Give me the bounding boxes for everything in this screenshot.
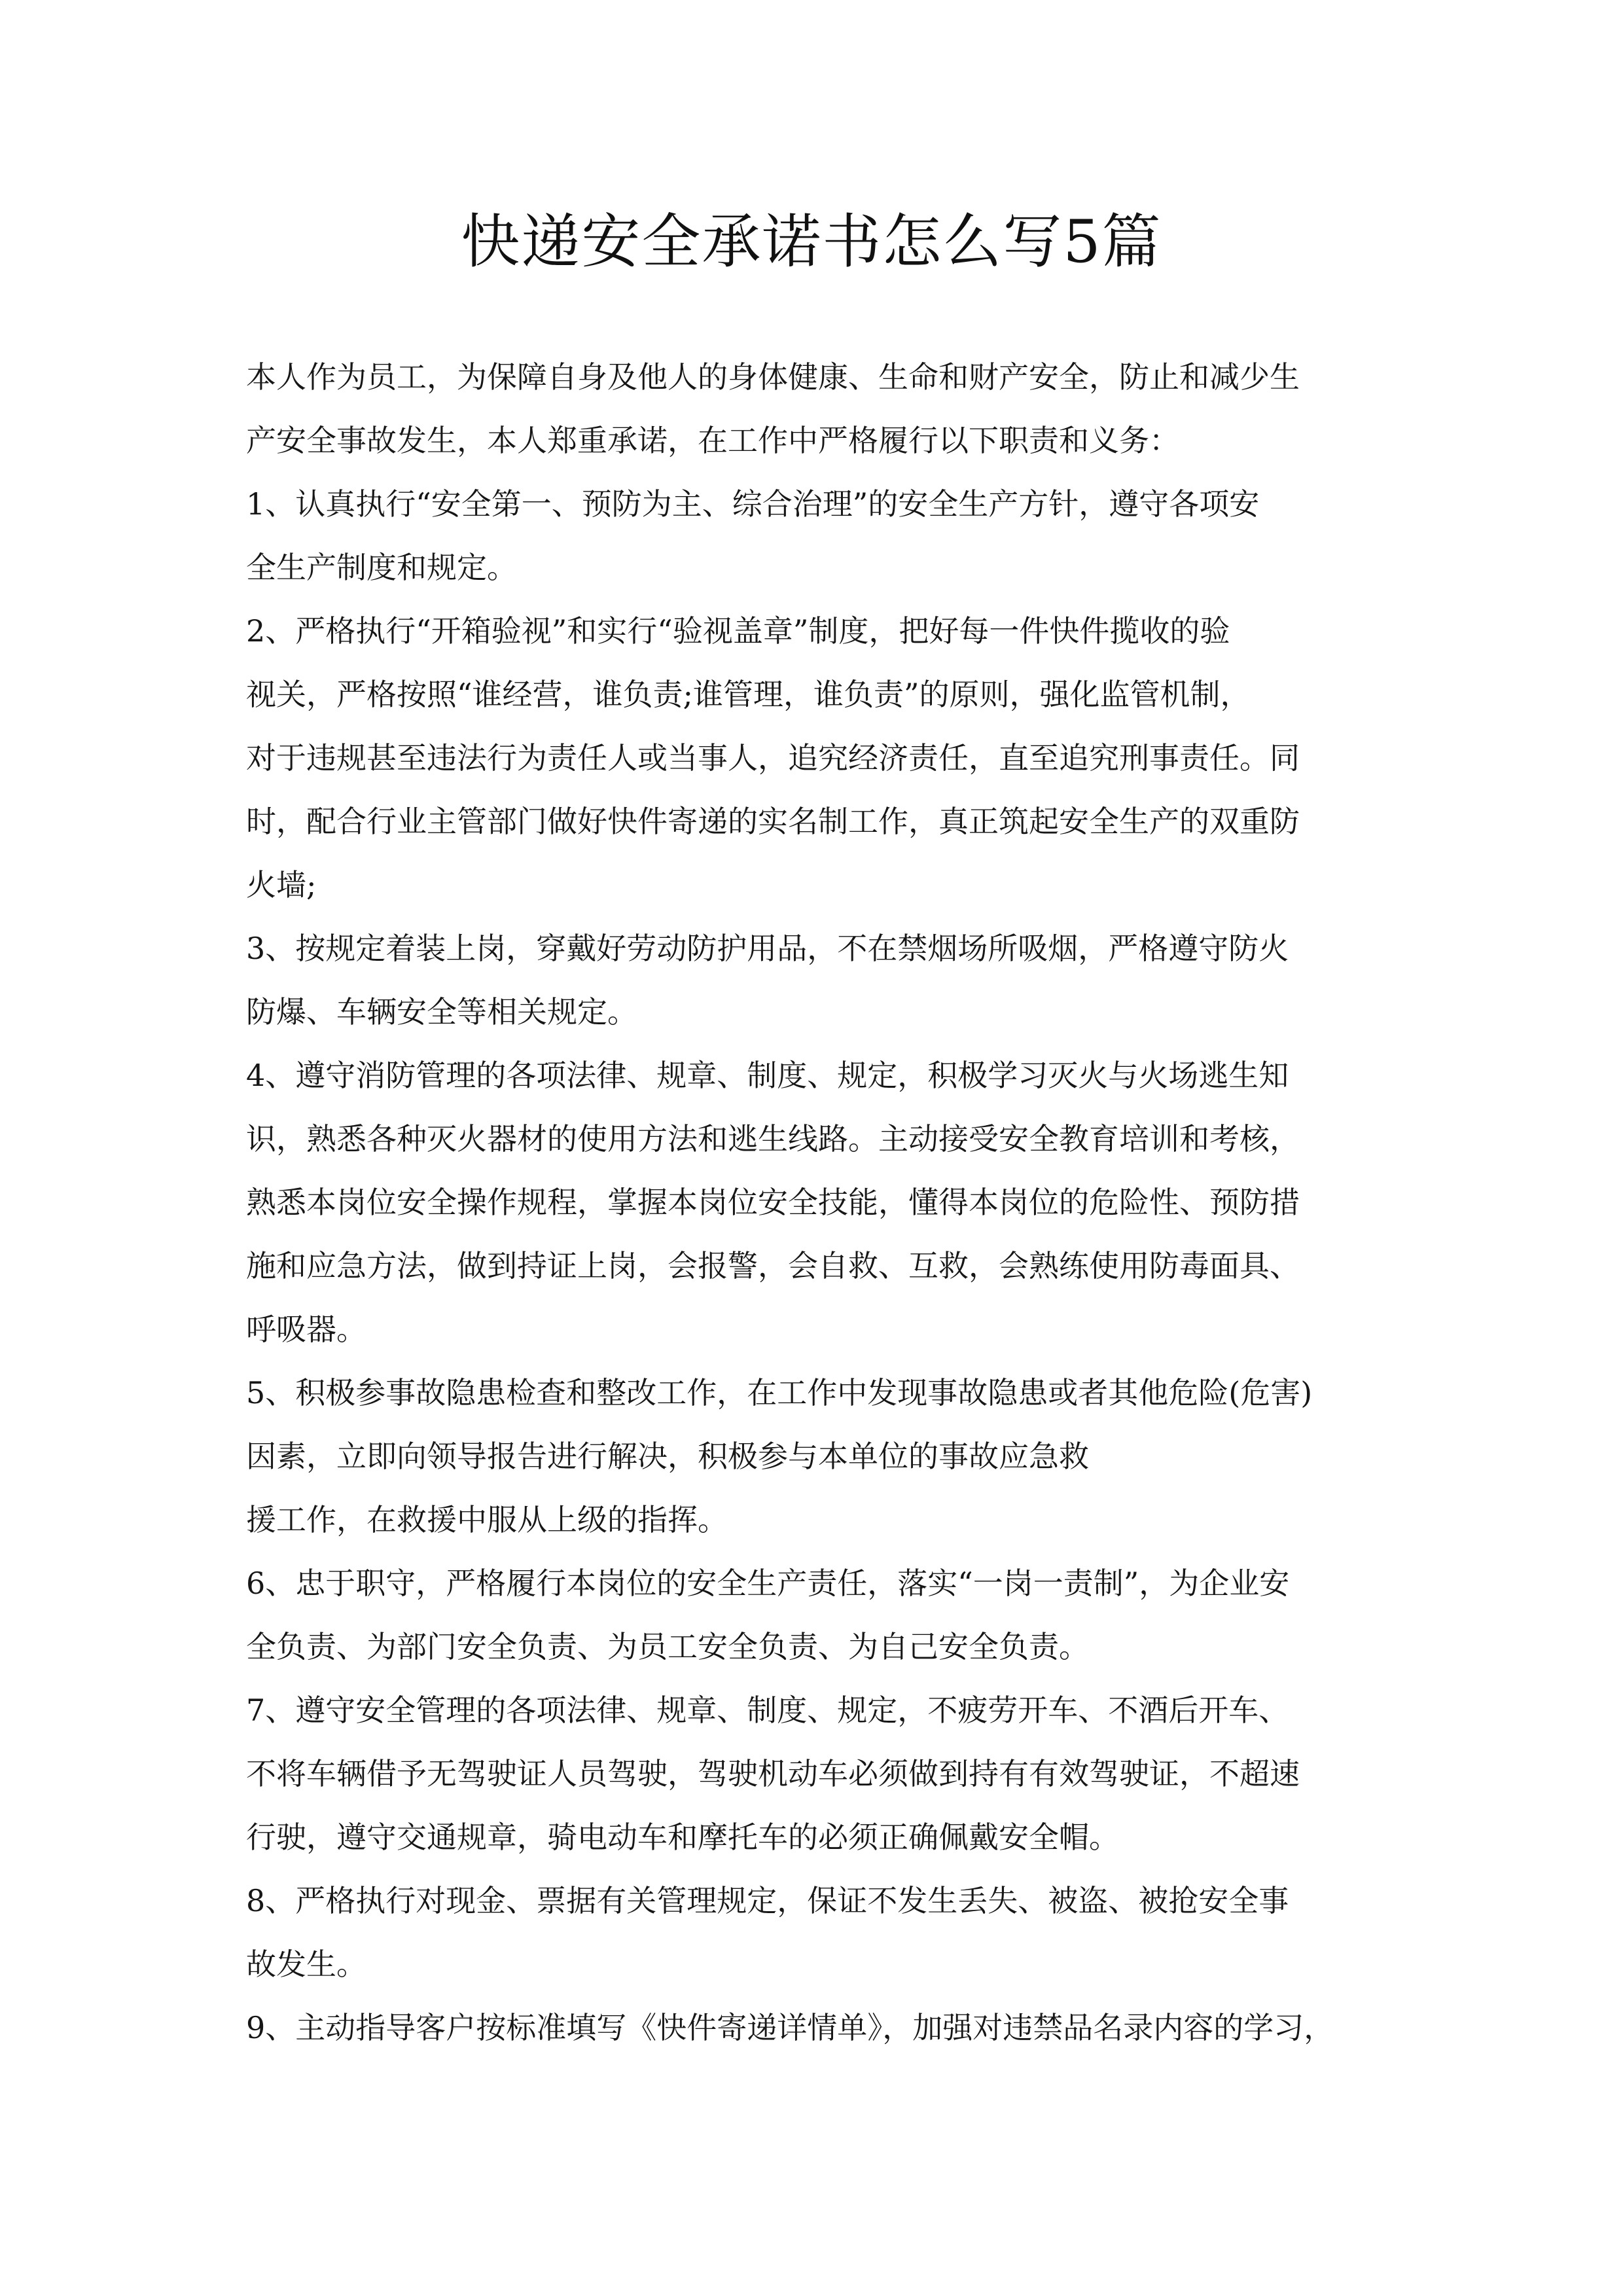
body-line: 火墙; <box>246 867 317 903</box>
body-line: 9、主动指导客户按标准填写《快件寄递详情单》，加强对违禁品名录内容的学习， <box>246 2010 1334 2045</box>
body-line: 故发生。 <box>246 1946 366 1982</box>
body-line: 因素，立即向领导报告进行解决，积极参与本单位的事故应急救 <box>246 1439 1089 1474</box>
body-line: 2、严格执行“开箱验视”和实行“验视盖章”制度，把好每一件快件揽收的验 <box>246 613 1230 649</box>
body-line: 时，配合行业主管部门做好快件寄递的实名制工作，真正筑起安全生产的双重防 <box>246 804 1300 839</box>
body-line: 熟悉本岗位安全操作规程，掌握本岗位安全技能，懂得本岗位的危险性、预防措 <box>246 1185 1300 1220</box>
body-line: 本人作为员工，为保障自身及他人的身体健康、生命和财产安全，防止和减少生 <box>246 359 1300 395</box>
document-title: 快递安全承诺书怎么写5篇 <box>461 207 1162 276</box>
body-line: 防爆、车辆安全等相关规定。 <box>246 994 637 1030</box>
body-line: 全负责、为部门安全负责、为员工安全负责、为自己安全负责。 <box>246 1629 1089 1664</box>
body-line: 援工作，在救援中服从上级的指挥。 <box>246 1502 728 1537</box>
body-line: 4、遵守消防管理的各项法律、规章、制度、规定，积极学习灭火与火场逃生知 <box>246 1058 1289 1093</box>
body-line: 不将车辆借予无驾驶证人员驾驶，驾驶机动车必须做到持有有效驾驶证，不超速 <box>246 1756 1300 1791</box>
body-line: 5、积极参事故隐患检查和整改工作，在工作中发现事故隐患或者其他危险(危害) <box>246 1375 1313 1410</box>
body-line: 1、认真执行“安全第一、预防为主、综合治理”的安全生产方针，遵守各项安 <box>246 486 1260 522</box>
body-line: 3、按规定着装上岗，穿戴好劳动防护用品，不在禁烟场所吸烟，严格遵守防火 <box>246 931 1289 966</box>
body-line: 行驶，遵守交通规章，骑电动车和摩托车的必须正确佩戴安全帽。 <box>246 1820 1119 1855</box>
body-line: 视关，严格按照“谁经营，谁负责;谁管理，谁负责”的原则，强化监管机制， <box>246 677 1251 712</box>
body-line: 施和应急方法，做到持证上岗，会报警，会自救、互救，会熟练使用防毒面具、 <box>246 1248 1300 1283</box>
body-line: 产安全事故发生，本人郑重承诺，在工作中严格履行以下职责和义务： <box>246 423 1179 458</box>
body-line: 6、忠于职守，严格履行本岗位的安全生产责任，落实“一岗一责制”，为企业安 <box>246 1566 1290 1601</box>
body-line: 全生产制度和规定。 <box>246 550 517 585</box>
body-line: 呼吸器。 <box>246 1312 366 1347</box>
document-body <box>246 346 1398 2060</box>
body-line: 8、严格执行对现金、票据有关管理规定，保证不发生丢失、被盗、被抢安全事 <box>246 1883 1289 1918</box>
body-line: 对于违规甚至违法行为责任人或当事人，追究经济责任，直至追究刑事责任。同 <box>246 740 1300 776</box>
body-line: 7、遵守安全管理的各项法律、规章、制度、规定，不疲劳开车、不酒后开车、 <box>246 1693 1289 1728</box>
body-line: 识，熟悉各种灭火器材的使用方法和逃生线路。主动接受安全教育培训和考核， <box>246 1121 1300 1157</box>
